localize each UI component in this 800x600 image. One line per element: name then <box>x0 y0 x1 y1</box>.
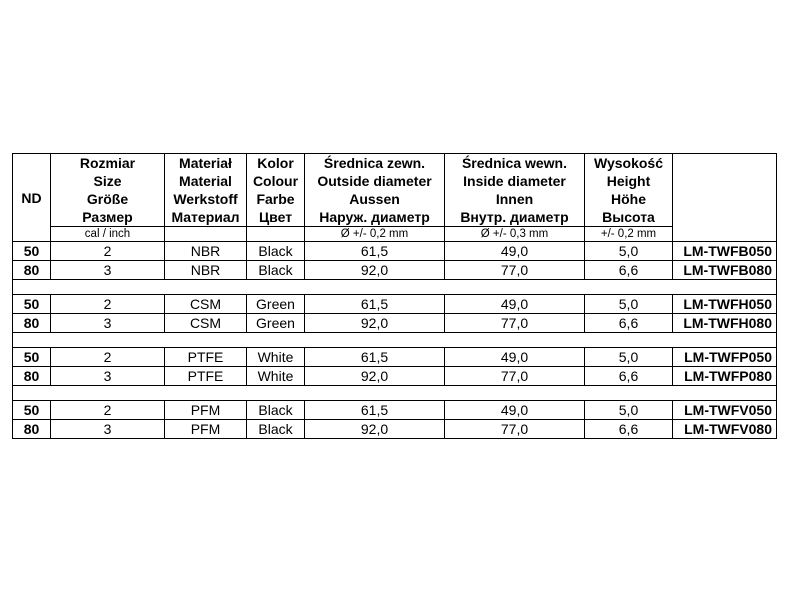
cell-nd: 80 <box>13 420 51 439</box>
header-outside-en: Outside diameter <box>317 173 432 189</box>
subheader-height: +/- 0,2 mm <box>585 227 673 242</box>
cell-inside: 49,0 <box>445 242 585 261</box>
cell-outside: 61,5 <box>305 348 445 367</box>
cell-code: LM-TWFH080 <box>673 314 777 333</box>
header-colour-en: Colour <box>252 173 299 189</box>
cell-nd: 50 <box>13 242 51 261</box>
header-height-pl: Wysokość <box>594 155 663 171</box>
cell-height: 5,0 <box>585 348 673 367</box>
subheader-colour <box>247 227 305 242</box>
header-nd: ND <box>13 154 51 242</box>
spec-table <box>12 153 777 439</box>
cell-code: LM-TWFH050 <box>673 295 777 314</box>
table-row <box>13 401 777 420</box>
cell-height: 5,0 <box>585 242 673 261</box>
header-height <box>585 154 673 227</box>
cell-code: LM-TWFP080 <box>673 367 777 386</box>
header-material-pl: Materiał <box>179 155 232 171</box>
cell-colour: Black <box>247 420 305 439</box>
cell-outside: 92,0 <box>305 314 445 333</box>
header-colour-pl: Kolor <box>257 155 294 171</box>
cell-outside: 61,5 <box>305 295 445 314</box>
cell-height: 5,0 <box>585 401 673 420</box>
cell-height: 6,6 <box>585 314 673 333</box>
cell-outside: 61,5 <box>305 242 445 261</box>
subheader-row <box>13 227 777 242</box>
header-height-ru: Высота <box>602 209 655 225</box>
header-colour <box>247 154 305 227</box>
group-spacer <box>13 333 777 348</box>
cell-height: 6,6 <box>585 420 673 439</box>
header-size-pl: Rozmiar <box>79 155 136 171</box>
cell-material: PTFE <box>165 348 247 367</box>
header-height-en: Height <box>606 173 651 189</box>
header-material <box>165 154 247 227</box>
cell-size: 3 <box>51 420 165 439</box>
header-colour-de: Farbe <box>256 191 295 207</box>
cell-colour: Black <box>247 401 305 420</box>
cell-code: LM-TWFB080 <box>673 261 777 280</box>
header-material-ru: Материал <box>171 209 240 225</box>
header-material-en: Material <box>179 173 232 189</box>
cell-material: NBR <box>165 242 247 261</box>
cell-inside: 49,0 <box>445 295 585 314</box>
cell-nd: 50 <box>13 401 51 420</box>
cell-outside: 92,0 <box>305 261 445 280</box>
cell-colour: White <box>247 348 305 367</box>
header-inside-pl: Średnica wewn. <box>461 155 568 171</box>
cell-colour: Green <box>247 314 305 333</box>
header-size-de: Größe <box>86 191 129 207</box>
cell-size: 3 <box>51 261 165 280</box>
cell-inside: 77,0 <box>445 261 585 280</box>
cell-inside: 77,0 <box>445 420 585 439</box>
cell-material: CSM <box>165 314 247 333</box>
header-height-de: Höhe <box>611 191 646 207</box>
cell-inside: 49,0 <box>445 348 585 367</box>
header-colour-ru: Цвет <box>258 209 293 225</box>
table-row <box>13 420 777 439</box>
cell-material: PTFE <box>165 367 247 386</box>
table-row <box>13 295 777 314</box>
cell-nd: 80 <box>13 261 51 280</box>
cell-code: LM-TWFV080 <box>673 420 777 439</box>
subheader-inside: Ø +/- 0,3 mm <box>445 227 585 242</box>
header-inside-ru: Внутр. диаметр <box>460 209 569 225</box>
cell-colour: Black <box>247 242 305 261</box>
cell-height: 6,6 <box>585 367 673 386</box>
table-row <box>13 367 777 386</box>
cell-material: CSM <box>165 295 247 314</box>
table-row <box>13 242 777 261</box>
header-inside-diameter <box>445 154 585 227</box>
cell-outside: 61,5 <box>305 401 445 420</box>
header-outside-pl: Średnica zewn. <box>323 155 426 171</box>
cell-colour: Black <box>247 261 305 280</box>
group-spacer <box>13 386 777 401</box>
cell-size: 2 <box>51 242 165 261</box>
header-row <box>13 154 777 227</box>
header-inside-en: Inside diameter <box>463 173 566 189</box>
header-size-en: Size <box>93 173 122 189</box>
table-row <box>13 261 777 280</box>
cell-height: 5,0 <box>585 295 673 314</box>
table-row <box>13 348 777 367</box>
cell-code: LM-TWFB050 <box>673 242 777 261</box>
cell-material: PFM <box>165 420 247 439</box>
cell-outside: 92,0 <box>305 367 445 386</box>
cell-code: LM-TWFP050 <box>673 348 777 367</box>
cell-material: PFM <box>165 401 247 420</box>
cell-height: 6,6 <box>585 261 673 280</box>
header-inside-de: Innen <box>495 191 534 207</box>
cell-nd: 50 <box>13 295 51 314</box>
cell-size: 2 <box>51 401 165 420</box>
header-outside-diameter <box>305 154 445 227</box>
header-size <box>51 154 165 227</box>
group-spacer <box>13 280 777 295</box>
cell-nd: 50 <box>13 348 51 367</box>
cell-inside: 77,0 <box>445 367 585 386</box>
subheader-outside: Ø +/- 0,2 mm <box>305 227 445 242</box>
cell-size: 3 <box>51 367 165 386</box>
cell-size: 2 <box>51 348 165 367</box>
cell-size: 3 <box>51 314 165 333</box>
header-code <box>673 154 777 242</box>
subheader-size: cal / inch <box>51 227 165 242</box>
cell-inside: 49,0 <box>445 401 585 420</box>
table-row <box>13 314 777 333</box>
subheader-material <box>165 227 247 242</box>
cell-nd: 80 <box>13 314 51 333</box>
header-outside-de: Aussen <box>349 191 400 207</box>
header-size-ru: Размер <box>82 209 133 225</box>
cell-material: NBR <box>165 261 247 280</box>
cell-outside: 92,0 <box>305 420 445 439</box>
header-outside-ru: Наруж. диаметр <box>319 209 430 225</box>
cell-colour: White <box>247 367 305 386</box>
cell-code: LM-TWFV050 <box>673 401 777 420</box>
cell-inside: 77,0 <box>445 314 585 333</box>
cell-size: 2 <box>51 295 165 314</box>
cell-nd: 80 <box>13 367 51 386</box>
cell-colour: Green <box>247 295 305 314</box>
header-material-de: Werkstoff <box>173 191 238 207</box>
